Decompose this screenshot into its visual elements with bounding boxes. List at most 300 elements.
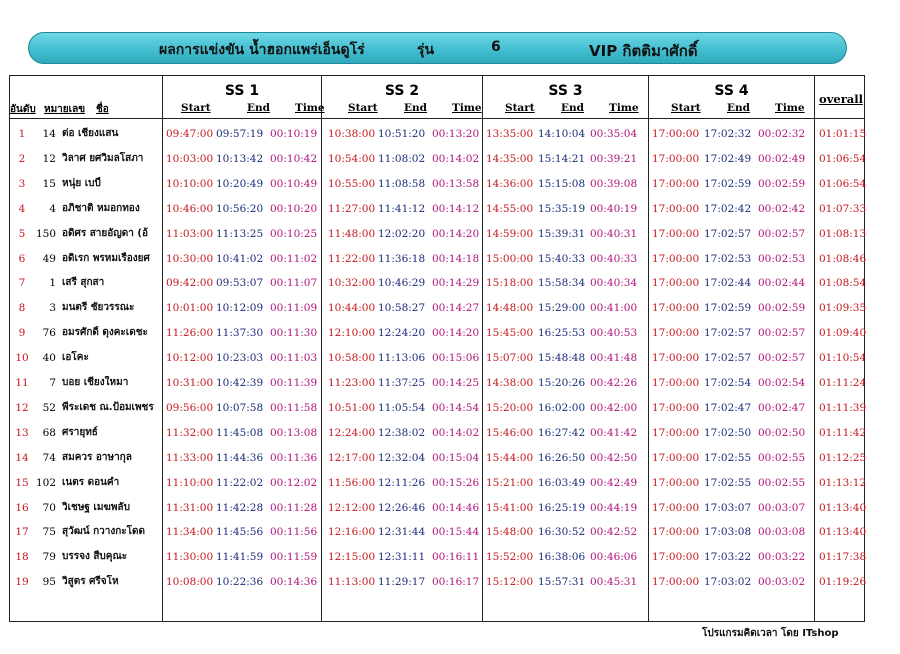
stage-1-end-cell: 11:45:08	[216, 427, 264, 439]
name-cell: วิลาศ ยศวิมลโสภา	[62, 153, 144, 164]
stage-1-time-cell: 00:12:02	[270, 477, 318, 489]
overall-cell: 01:10:54	[819, 352, 867, 364]
stage-3-end-cell: 15:57:31	[538, 576, 586, 588]
stage-2-time-cell: 00:14:02	[432, 153, 480, 165]
stage-4-time-cell: 00:03:07	[758, 502, 806, 514]
bib-cell: 102	[36, 477, 57, 489]
stage-1-start-cell: 11:03:00	[166, 228, 214, 240]
stage-2-start-cell: 11:56:00	[328, 477, 376, 489]
stage-4-time-cell: 00:02:57	[758, 228, 806, 240]
divider-ss1	[162, 75, 163, 622]
overall-cell: 01:17:38	[819, 551, 867, 563]
name-cell: อมรศักดิ์ ดุงคะเดชะ	[62, 327, 148, 338]
stage-2-end-cell: 12:38:02	[378, 427, 426, 439]
stage-3-start-header: Start	[505, 102, 535, 114]
bib-cell: 74	[42, 452, 56, 464]
stage-3-time-cell: 00:40:31	[590, 228, 638, 240]
stage-4-start-cell: 17:00:00	[652, 502, 700, 514]
name-cell: วิเชษฐ เมฆพลับ	[62, 502, 130, 513]
stage-1-time-cell: 00:11:09	[270, 302, 318, 314]
stage-3-start-cell: 14:36:00	[486, 178, 534, 190]
stage-1-start-cell: 11:10:00	[166, 477, 214, 489]
stage-2-time-cell: 00:14:20	[432, 228, 480, 240]
rank-cell: 7	[18, 277, 26, 289]
stage-1-end-cell: 10:56:20	[216, 203, 264, 215]
name-cell: บอย เชียงใหมา	[62, 377, 129, 388]
stage-4-end-cell: 17:02:54	[704, 377, 752, 389]
bib-cell: 4	[49, 203, 56, 215]
stage-2-end-cell: 12:31:44	[378, 526, 426, 538]
stage-4-time-header: Time	[775, 102, 805, 114]
rank-cell: 16	[15, 502, 29, 514]
rank-cell: 1	[18, 128, 26, 140]
stage-1-start-cell: 09:56:00	[166, 402, 214, 414]
stage-2-start-cell: 10:54:00	[328, 153, 376, 165]
stage-4-start-cell: 17:00:00	[652, 178, 700, 190]
stage-2-end-header: End	[404, 102, 427, 114]
name-cell: อภิชาติ หมอกทอง	[62, 203, 140, 214]
stage-2-start-cell: 11:13:00	[328, 576, 376, 588]
stage-4-time-cell: 00:03:02	[758, 576, 806, 588]
class-name: VIP กิตติมาศักดิ์	[589, 42, 698, 60]
stage-4-end-cell: 17:02:59	[704, 178, 752, 190]
stage-3-start-cell: 15:21:00	[486, 477, 534, 489]
rank-cell: 6	[18, 253, 26, 265]
stage-2-end-cell: 11:41:12	[378, 203, 426, 215]
stage-1-end-cell: 11:37:30	[216, 327, 264, 339]
stage-1-time-cell: 00:11:36	[270, 452, 318, 464]
stage-2-start-cell: 12:10:00	[328, 327, 376, 339]
stage-4-end-cell: 17:02:55	[704, 477, 752, 489]
bib-cell: 14	[42, 128, 56, 140]
stage-2-end-cell: 12:24:20	[378, 327, 426, 339]
stage-2-end-cell: 10:51:20	[378, 128, 426, 140]
bib-cell: 3	[49, 302, 56, 314]
stage-1-start-cell: 11:34:00	[166, 526, 214, 538]
event-title: ผลการแข่งขัน น้ำฮอกแพร่เอ็นดูโร่	[159, 42, 365, 58]
stage-3-end-cell: 15:40:33	[538, 253, 586, 265]
rank-cell: 14	[15, 452, 29, 464]
stage-1-end-header: End	[247, 102, 270, 114]
stage-3-end-cell: 14:10:04	[538, 128, 586, 140]
stage-4-start-cell: 17:00:00	[652, 253, 700, 265]
stage-4-end-cell: 17:02:47	[704, 402, 752, 414]
stage-2-end-cell: 12:31:11	[378, 551, 426, 563]
stage-3-time-cell: 00:42:26	[590, 377, 638, 389]
bib-cell: 79	[42, 551, 56, 563]
stage-4-time-cell: 00:02:44	[758, 277, 806, 289]
stage-3-time-cell: 00:44:19	[590, 502, 638, 514]
stage-2-end-cell: 11:08:58	[378, 178, 426, 190]
stage-3-end-cell: 16:30:52	[538, 526, 586, 538]
rank-cell: 18	[15, 551, 29, 563]
stage-1-end-cell: 10:07:58	[216, 402, 264, 414]
stage-2-start-cell: 10:38:00	[328, 128, 376, 140]
overall-cell: 01:09:40	[819, 327, 867, 339]
stage-4-time-cell: 00:02:57	[758, 352, 806, 364]
stage-1-start-cell: 11:26:00	[166, 327, 214, 339]
stage-4-end-cell: 17:02:59	[704, 302, 752, 314]
stage-1-time-cell: 00:10:20	[270, 203, 318, 215]
stage-4-start-cell: 17:00:00	[652, 128, 700, 140]
stage-3-time-cell: 00:46:06	[590, 551, 638, 563]
name-cell: มนตรี ชัยวรรณะ	[62, 302, 135, 313]
stage-1-start-cell: 10:01:00	[166, 302, 214, 314]
stage-1-time-cell: 00:11:03	[270, 352, 318, 364]
stage-3-end-cell: 16:03:49	[538, 477, 586, 489]
stage-3-time-cell: 00:42:50	[590, 452, 638, 464]
rank-cell: 5	[18, 228, 26, 240]
stage-4-start-cell: 17:00:00	[652, 526, 700, 538]
bib-header: หมายเลข	[44, 104, 86, 115]
stage-3-end-cell: 15:15:08	[538, 178, 586, 190]
stage-3-end-cell: 15:20:26	[538, 377, 586, 389]
stage-4-start-cell: 17:00:00	[652, 302, 700, 314]
stage-3-time-cell: 00:42:00	[590, 402, 638, 414]
stage-1-time-cell: 00:11:28	[270, 502, 318, 514]
stage-3-time-cell: 00:40:53	[590, 327, 638, 339]
stage-2-start-cell: 11:48:00	[328, 228, 376, 240]
overall-cell: 01:11:39	[819, 402, 867, 414]
divider-ss2	[321, 75, 322, 622]
stage-4-start-cell: 17:00:00	[652, 402, 700, 414]
stage-3-start-cell: 15:07:00	[486, 352, 534, 364]
stage-3-time-cell: 00:42:49	[590, 477, 638, 489]
stage-2-start-cell: 10:51:00	[328, 402, 376, 414]
stage-4-start-cell: 17:00:00	[652, 477, 700, 489]
stage-2-end-cell: 11:13:06	[378, 352, 426, 364]
bib-cell: 7	[49, 377, 56, 389]
stage-1-start-header: Start	[181, 102, 211, 114]
stage-3-end-cell: 15:58:34	[538, 277, 586, 289]
stage-4-time-cell: 00:03:08	[758, 526, 806, 538]
bib-cell: 75	[42, 526, 56, 538]
stage-2-end-cell: 12:02:20	[378, 228, 426, 240]
divider-ss3	[482, 75, 483, 622]
stage-4-time-cell: 00:02:49	[758, 153, 806, 165]
bib-cell: 40	[42, 352, 56, 364]
stage-3-start-cell: 15:48:00	[486, 526, 534, 538]
stage-4-start-cell: 17:00:00	[652, 576, 700, 588]
stage-2-end-cell: 12:11:26	[378, 477, 426, 489]
stage-2-time-cell: 00:13:58	[432, 178, 480, 190]
stage-1-start-cell: 11:30:00	[166, 551, 214, 563]
stage-3-end-cell: 16:02:00	[538, 402, 586, 414]
stage-2-start-cell: 12:24:00	[328, 427, 376, 439]
stage-2-time-cell: 00:15:44	[432, 526, 480, 538]
stage-3-time-cell: 00:40:19	[590, 203, 638, 215]
stage-2-end-cell: 11:08:02	[378, 153, 426, 165]
stage-4-end-cell: 17:03:07	[704, 502, 752, 514]
stage-1-time-cell: 00:11:56	[270, 526, 318, 538]
overall-cell: 01:13:40	[819, 526, 867, 538]
overall-cell: 01:12:25	[819, 452, 867, 464]
stage-4-time-cell: 00:02:59	[758, 302, 806, 314]
stage-1-end-cell: 11:45:56	[216, 526, 264, 538]
stage-2-time-cell: 00:14:18	[432, 253, 480, 265]
stage-3-start-cell: 14:55:00	[486, 203, 534, 215]
rank-cell: 3	[18, 178, 26, 190]
stage-3-start-cell: 15:44:00	[486, 452, 534, 464]
overall-cell: 01:19:26	[819, 576, 867, 588]
stage-2-start-cell: 10:55:00	[328, 178, 376, 190]
rank-cell: 17	[15, 526, 29, 538]
stage-2-time-cell: 00:15:06	[432, 352, 480, 364]
stage-2-time-cell: 00:14:25	[432, 377, 480, 389]
stage-3-time-cell: 00:40:34	[590, 277, 638, 289]
stage-1-end-cell: 10:22:36	[216, 576, 264, 588]
stage-4-start-cell: 17:00:00	[652, 377, 700, 389]
stage-3-start-cell: 13:35:00	[486, 128, 534, 140]
stage-2-start-cell: 12:17:00	[328, 452, 376, 464]
stage-3-end-cell: 15:39:31	[538, 228, 586, 240]
overall-cell: 01:08:13	[819, 228, 867, 240]
overall-cell: 01:13:40	[819, 502, 867, 514]
stage-1-end-cell: 11:41:59	[216, 551, 264, 563]
stage-2-end-cell: 10:58:27	[378, 302, 426, 314]
stage-3-start-cell: 15:45:00	[486, 327, 534, 339]
class-label: รุ่น	[417, 42, 435, 58]
stage-1-end-cell: 10:41:02	[216, 253, 264, 265]
stage-1-start-cell: 10:03:00	[166, 153, 214, 165]
name-cell: อดิศร สายอัญดา (อ้	[62, 228, 148, 239]
overall-cell: 01:08:54	[819, 277, 867, 289]
stage-1-time-cell: 00:10:19	[270, 128, 318, 140]
name-cell: เสรี สุกสา	[62, 277, 105, 288]
stage-3-time-header: Time	[609, 102, 639, 114]
stage-3-time-cell: 00:45:31	[590, 576, 638, 588]
stage-3-time-cell: 00:39:21	[590, 153, 638, 165]
stage-1-end-cell: 11:22:02	[216, 477, 264, 489]
stage-4-end-cell: 17:03:22	[704, 551, 752, 563]
stage-3-time-cell: 00:42:52	[590, 526, 638, 538]
bib-cell: 70	[42, 502, 56, 514]
stage-3-time-cell: 00:39:08	[590, 178, 638, 190]
stage-2-time-cell: 00:14:27	[432, 302, 480, 314]
stage-4-end-cell: 17:02:42	[704, 203, 752, 215]
stage-2-start-cell: 10:58:00	[328, 352, 376, 364]
stage-4-time-cell: 00:02:53	[758, 253, 806, 265]
stage-4-end-header: End	[727, 102, 750, 114]
stage-1-start-cell: 10:10:00	[166, 178, 214, 190]
stage-4-start-cell: 17:00:00	[652, 452, 700, 464]
stage-3-start-cell: 15:41:00	[486, 502, 534, 514]
stage-4-start-cell: 17:00:00	[652, 352, 700, 364]
bib-cell: 68	[42, 427, 56, 439]
stage-1-start-cell: 10:31:00	[166, 377, 214, 389]
stage-1-end-cell: 11:44:36	[216, 452, 264, 464]
stage-1-end-cell: 09:57:19	[216, 128, 264, 140]
stage-3-start-cell: 15:52:00	[486, 551, 534, 563]
stage-3-end-cell: 15:29:00	[538, 302, 586, 314]
stage-3-time-cell: 00:40:33	[590, 253, 638, 265]
name-cell: อดิเรก พรหมเรืองยศ	[62, 253, 150, 264]
title-banner	[28, 32, 847, 64]
stage-4-end-cell: 17:02:49	[704, 153, 752, 165]
stage-3-end-cell: 15:35:19	[538, 203, 586, 215]
stage-1-end-cell: 10:20:49	[216, 178, 264, 190]
stage-1-end-cell: 10:12:09	[216, 302, 264, 314]
stage-1-start-cell: 10:08:00	[166, 576, 214, 588]
overall-cell: 01:11:24	[819, 377, 867, 389]
stage-4-start-cell: 17:00:00	[652, 551, 700, 563]
stage-4-time-cell: 00:02:32	[758, 128, 806, 140]
stage-1-start-cell: 09:47:00	[166, 128, 214, 140]
rank-cell: 9	[18, 327, 26, 339]
stage-1-time-cell: 00:11:59	[270, 551, 318, 563]
stage-3-end-cell: 16:27:42	[538, 427, 586, 439]
stage-1-time-cell: 00:10:42	[270, 153, 318, 165]
stage-1-time-header: Time	[295, 102, 325, 114]
bib-cell: 95	[42, 576, 56, 588]
stage-2-end-cell: 11:05:54	[378, 402, 426, 414]
name-cell: ต่อ เชียงแสน	[62, 128, 119, 139]
stage-1-time-cell: 00:13:08	[270, 427, 318, 439]
stage-4-end-cell: 17:03:02	[704, 576, 752, 588]
stage-3-end-cell: 15:14:21	[538, 153, 586, 165]
name-cell: สมควร อาษากุล	[62, 452, 132, 463]
stage-1-start-cell: 10:46:00	[166, 203, 214, 215]
stage-4-start-cell: 17:00:00	[652, 427, 700, 439]
stage-1-start-cell: 11:33:00	[166, 452, 214, 464]
stage-4-time-cell: 00:02:55	[758, 452, 806, 464]
stage-1-time-cell: 00:11:07	[270, 277, 318, 289]
stage-4-time-cell: 00:02:50	[758, 427, 806, 439]
rank-cell: 11	[15, 377, 29, 389]
stage-2-start-header: Start	[348, 102, 378, 114]
stage-4-end-cell: 17:03:08	[704, 526, 752, 538]
stage-header-3: SS 3	[548, 83, 583, 99]
stage-1-end-cell: 09:53:07	[216, 277, 264, 289]
bib-cell: 12	[42, 153, 56, 165]
stage-3-end-cell: 16:38:06	[538, 551, 586, 563]
stage-3-start-cell: 15:20:00	[486, 402, 534, 414]
bib-cell: 15	[42, 178, 56, 190]
stage-1-end-cell: 11:13:25	[216, 228, 264, 240]
rank-cell: 12	[15, 402, 29, 414]
stage-1-time-cell: 00:11:30	[270, 327, 318, 339]
divider-ss4	[648, 75, 649, 622]
class-number: 6	[491, 39, 501, 55]
overall-cell: 01:01:15	[819, 128, 867, 140]
stage-header-4: SS 4	[714, 83, 749, 99]
rank-cell: 15	[15, 477, 29, 489]
overall-cell: 01:06:54	[819, 178, 867, 190]
bib-cell: 150	[36, 228, 57, 240]
stage-2-start-cell: 10:44:00	[328, 302, 376, 314]
stage-2-time-cell: 00:16:11	[432, 551, 480, 563]
name-cell: หนุ่ย เบบี้	[62, 178, 101, 189]
stage-2-start-cell: 12:15:00	[328, 551, 376, 563]
rank-cell: 10	[15, 352, 29, 364]
stage-4-start-cell: 17:00:00	[652, 153, 700, 165]
stage-3-end-cell: 16:25:19	[538, 502, 586, 514]
stage-4-time-cell: 00:02:59	[758, 178, 806, 190]
footer-credit: โปรแกรมคิดเวลา โดย ITshop	[702, 628, 839, 639]
stage-header-1: SS 1	[224, 83, 260, 99]
stage-2-end-cell: 11:37:25	[378, 377, 426, 389]
stage-1-start-cell: 10:12:00	[166, 352, 214, 364]
divider-overall	[814, 75, 815, 622]
stage-4-start-cell: 17:00:00	[652, 228, 700, 240]
stage-2-end-cell: 12:26:46	[378, 502, 426, 514]
stage-4-time-cell: 00:03:22	[758, 551, 806, 563]
stage-3-time-cell: 00:41:48	[590, 352, 638, 364]
overall-cell: 01:08:46	[819, 253, 867, 265]
stage-1-time-cell: 00:11:02	[270, 253, 318, 265]
stage-2-start-cell: 12:16:00	[328, 526, 376, 538]
bib-cell: 49	[42, 253, 56, 265]
stage-3-end-header: End	[561, 102, 584, 114]
stage-3-start-cell: 15:00:00	[486, 253, 534, 265]
stage-3-start-cell: 14:35:00	[486, 153, 534, 165]
stage-1-time-cell: 00:10:25	[270, 228, 318, 240]
stage-1-end-cell: 10:42:39	[216, 377, 264, 389]
name-header: ชื่อ	[96, 104, 109, 115]
stage-1-start-cell: 11:31:00	[166, 502, 214, 514]
stage-3-time-cell: 00:35:04	[590, 128, 638, 140]
stage-4-start-header: Start	[671, 102, 701, 114]
header-rule	[9, 118, 865, 119]
rank-header: อันดับ	[10, 104, 36, 115]
stage-4-start-cell: 17:00:00	[652, 277, 700, 289]
stage-1-end-cell: 10:13:42	[216, 153, 264, 165]
rank-cell: 13	[15, 427, 29, 439]
name-cell: เอโคะ	[62, 352, 89, 363]
overall-cell: 01:11:42	[819, 427, 867, 439]
overall-header: overall	[819, 92, 863, 106]
stage-4-time-cell: 00:02:54	[758, 377, 806, 389]
bib-cell: 76	[42, 327, 56, 339]
stage-3-time-cell: 00:41:42	[590, 427, 638, 439]
stage-1-time-cell: 00:10:49	[270, 178, 318, 190]
rank-cell: 19	[15, 576, 29, 588]
stage-1-time-cell: 00:11:58	[270, 402, 318, 414]
stage-2-time-header: Time	[452, 102, 482, 114]
stage-4-time-cell: 00:02:42	[758, 203, 806, 215]
name-cell: พีระเดช ณ.ป้อมเพชร	[62, 402, 154, 413]
rank-cell: 2	[18, 153, 26, 165]
stage-4-end-cell: 17:02:55	[704, 452, 752, 464]
stage-1-start-cell: 10:30:00	[166, 253, 214, 265]
rank-cell: 4	[18, 203, 26, 215]
stage-4-end-cell: 17:02:53	[704, 253, 752, 265]
stage-4-time-cell: 00:02:55	[758, 477, 806, 489]
stage-3-start-cell: 15:12:00	[486, 576, 534, 588]
stage-3-start-cell: 15:46:00	[486, 427, 534, 439]
bib-cell: 1	[49, 277, 56, 289]
stage-2-end-cell: 10:46:29	[378, 277, 426, 289]
stage-3-end-cell: 15:48:48	[538, 352, 586, 364]
stage-2-time-cell: 00:14:54	[432, 402, 480, 414]
stage-2-start-cell: 11:27:00	[328, 203, 376, 215]
stage-4-start-cell: 17:00:00	[652, 327, 700, 339]
name-cell: วิสูตร ศรีจโห	[62, 576, 119, 587]
stage-1-time-cell: 00:14:36	[270, 576, 318, 588]
stage-3-start-cell: 15:18:00	[486, 277, 534, 289]
stage-4-end-cell: 17:02:57	[704, 327, 752, 339]
stage-4-time-cell: 00:02:47	[758, 402, 806, 414]
stage-3-time-cell: 00:41:00	[590, 302, 638, 314]
stage-2-time-cell: 00:15:04	[432, 452, 480, 464]
stage-2-start-cell: 12:12:00	[328, 502, 376, 514]
stage-1-end-cell: 10:23:03	[216, 352, 264, 364]
stage-1-start-cell: 09:42:00	[166, 277, 214, 289]
stage-3-start-cell: 14:59:00	[486, 228, 534, 240]
stage-3-start-cell: 14:48:00	[486, 302, 534, 314]
stage-2-time-cell: 00:14:02	[432, 427, 480, 439]
name-cell: สุวัฒน์ กวางกะโดด	[62, 526, 146, 537]
